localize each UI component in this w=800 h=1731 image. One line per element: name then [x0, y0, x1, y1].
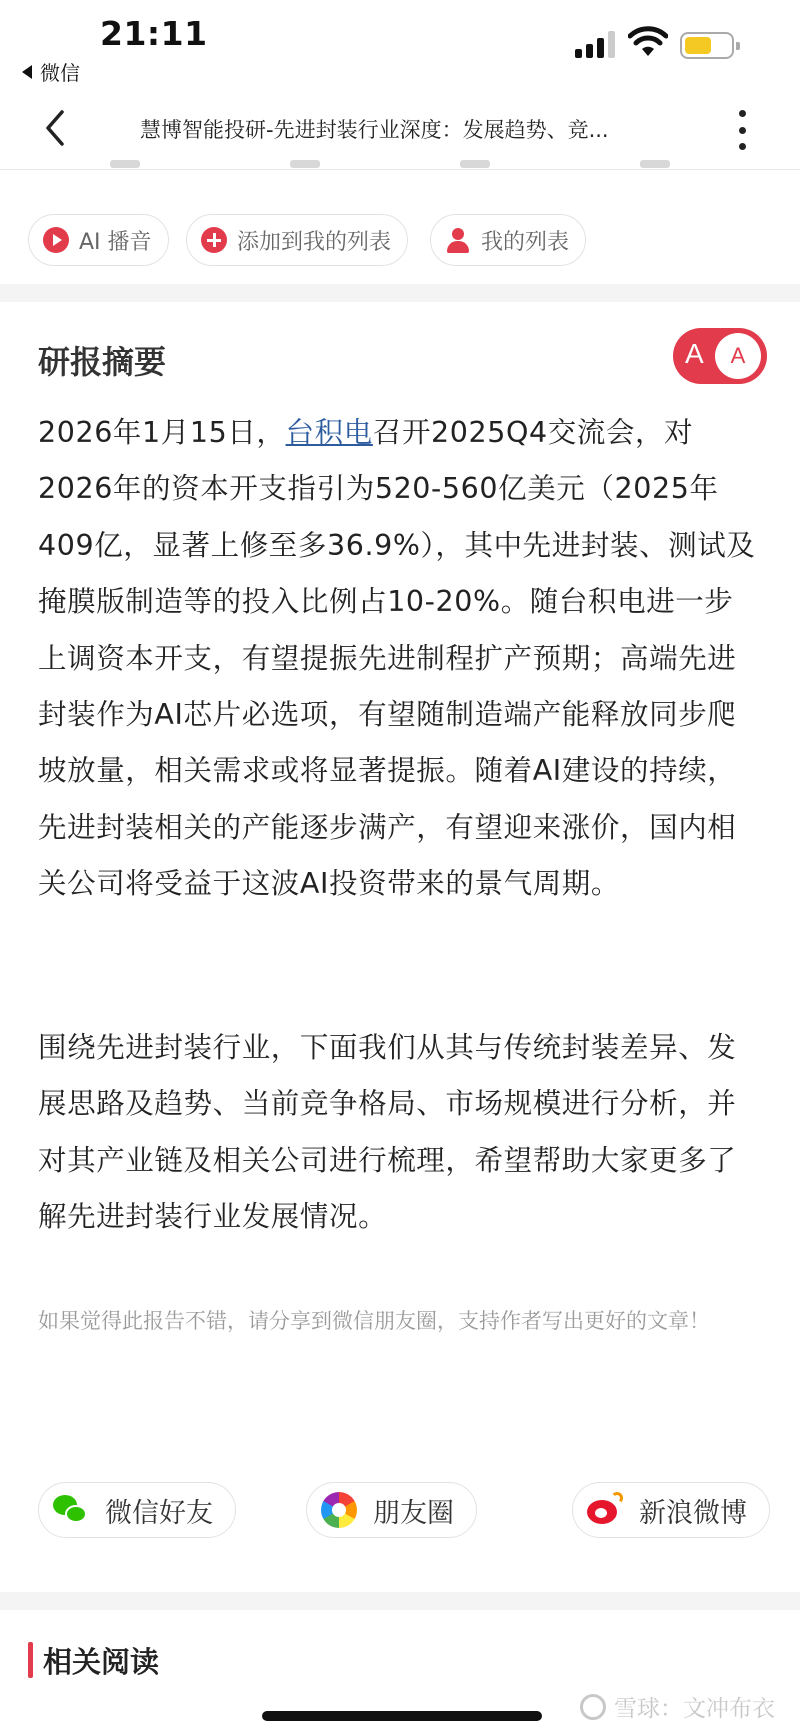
home-indicator: [262, 1711, 542, 1721]
tsmc-link[interactable]: 台积电: [285, 416, 373, 449]
back-arrow-icon[interactable]: [40, 108, 70, 148]
page-title: 慧博智能投研-先进封装行业深度：发展趋势、竞...: [140, 118, 609, 142]
add-to-list-button[interactable]: [186, 214, 408, 266]
share-moments-label: 朋友圈: [373, 1497, 454, 1529]
font-toggle-knob: A: [715, 333, 761, 379]
share-weibo-label: 新浪微博: [639, 1497, 747, 1529]
my-list-label: 我的列表: [481, 229, 570, 255]
add-to-list-label: 添加到我的列表: [237, 229, 392, 255]
battery-fill: [685, 37, 711, 54]
back-app-label: 微信: [40, 61, 80, 85]
share-weibo-button[interactable]: [572, 1482, 770, 1538]
watermark-text: 雪球：文冲布衣: [614, 1696, 775, 1722]
summary-paragraph-2: 围绕先进封装行业，下面我们从其与传统封装差异、发展思路及趋势、当前竞争格局、市场规模进行分析，并对其产业链及相关公司进行梳理，希望帮助大家更多了解先进封装行业发展情况。: [38, 1031, 737, 1234]
summary-title: 研报摘要: [38, 343, 167, 381]
scrolled-tab-remnant: [0, 152, 800, 172]
share-wechat-button[interactable]: [38, 1482, 236, 1538]
more-options-icon[interactable]: [734, 110, 750, 150]
related-reading-header: [28, 1640, 159, 1680]
wifi-icon: [628, 26, 668, 58]
share-wechat-label: 微信好友: [105, 1497, 213, 1529]
weibo-icon: [587, 1492, 623, 1528]
status-time: 21:11: [100, 14, 208, 53]
my-list-button[interactable]: [430, 214, 586, 266]
battery-icon: [680, 32, 734, 59]
section-divider: [0, 284, 800, 302]
status-bar: [0, 0, 800, 86]
ai-play-label: AI 播音: [79, 229, 152, 255]
font-size-toggle[interactable]: [673, 328, 767, 384]
plus-icon: [201, 227, 227, 253]
summary-paragraph-1: [38, 405, 762, 913]
back-triangle-icon: [22, 65, 32, 79]
p1-lead: 2026年1月15日，: [38, 416, 286, 449]
snowball-logo-icon: [580, 1694, 606, 1720]
cellular-signal-icon: [575, 30, 617, 58]
related-reading-title: 相关阅读: [43, 1644, 160, 1679]
share-note: 如果觉得此报告不错，请分享到微信朋友圈，支持作者写出更好的文章！: [38, 1309, 710, 1333]
ai-play-button[interactable]: [28, 214, 169, 266]
section-divider-2: [0, 1592, 800, 1610]
p1-body: 召开2025Q4交流会，对2026年的资本开支指引为520-560亿美元（2025年409亿，显著上修至多36.9%），其中先进封装、测试及掩膜版制造等的投入比例占10-20%。随台积电进一步上调资本开支，有望提振先进制程扩产预期；高端先进封装作为AI芯片必选项，有望随制造端产能释放同步爬坡放量，相关需求或将显著提振。随着AI建设的持续，先进封装相关的产能逐步满产，有望迎来涨价，国内相关公司将受益于这波AI投资带来的景气周期。: [38, 416, 756, 901]
back-to-app[interactable]: [22, 57, 80, 86]
play-icon: [43, 227, 69, 253]
user-icon: [445, 227, 471, 253]
font-toggle-large-a: A: [685, 338, 704, 369]
wechat-icon: [53, 1492, 89, 1528]
watermark: [580, 1690, 775, 1723]
related-accent-bar: [28, 1642, 33, 1678]
moments-icon: [321, 1492, 357, 1528]
share-moments-button[interactable]: [306, 1482, 477, 1538]
